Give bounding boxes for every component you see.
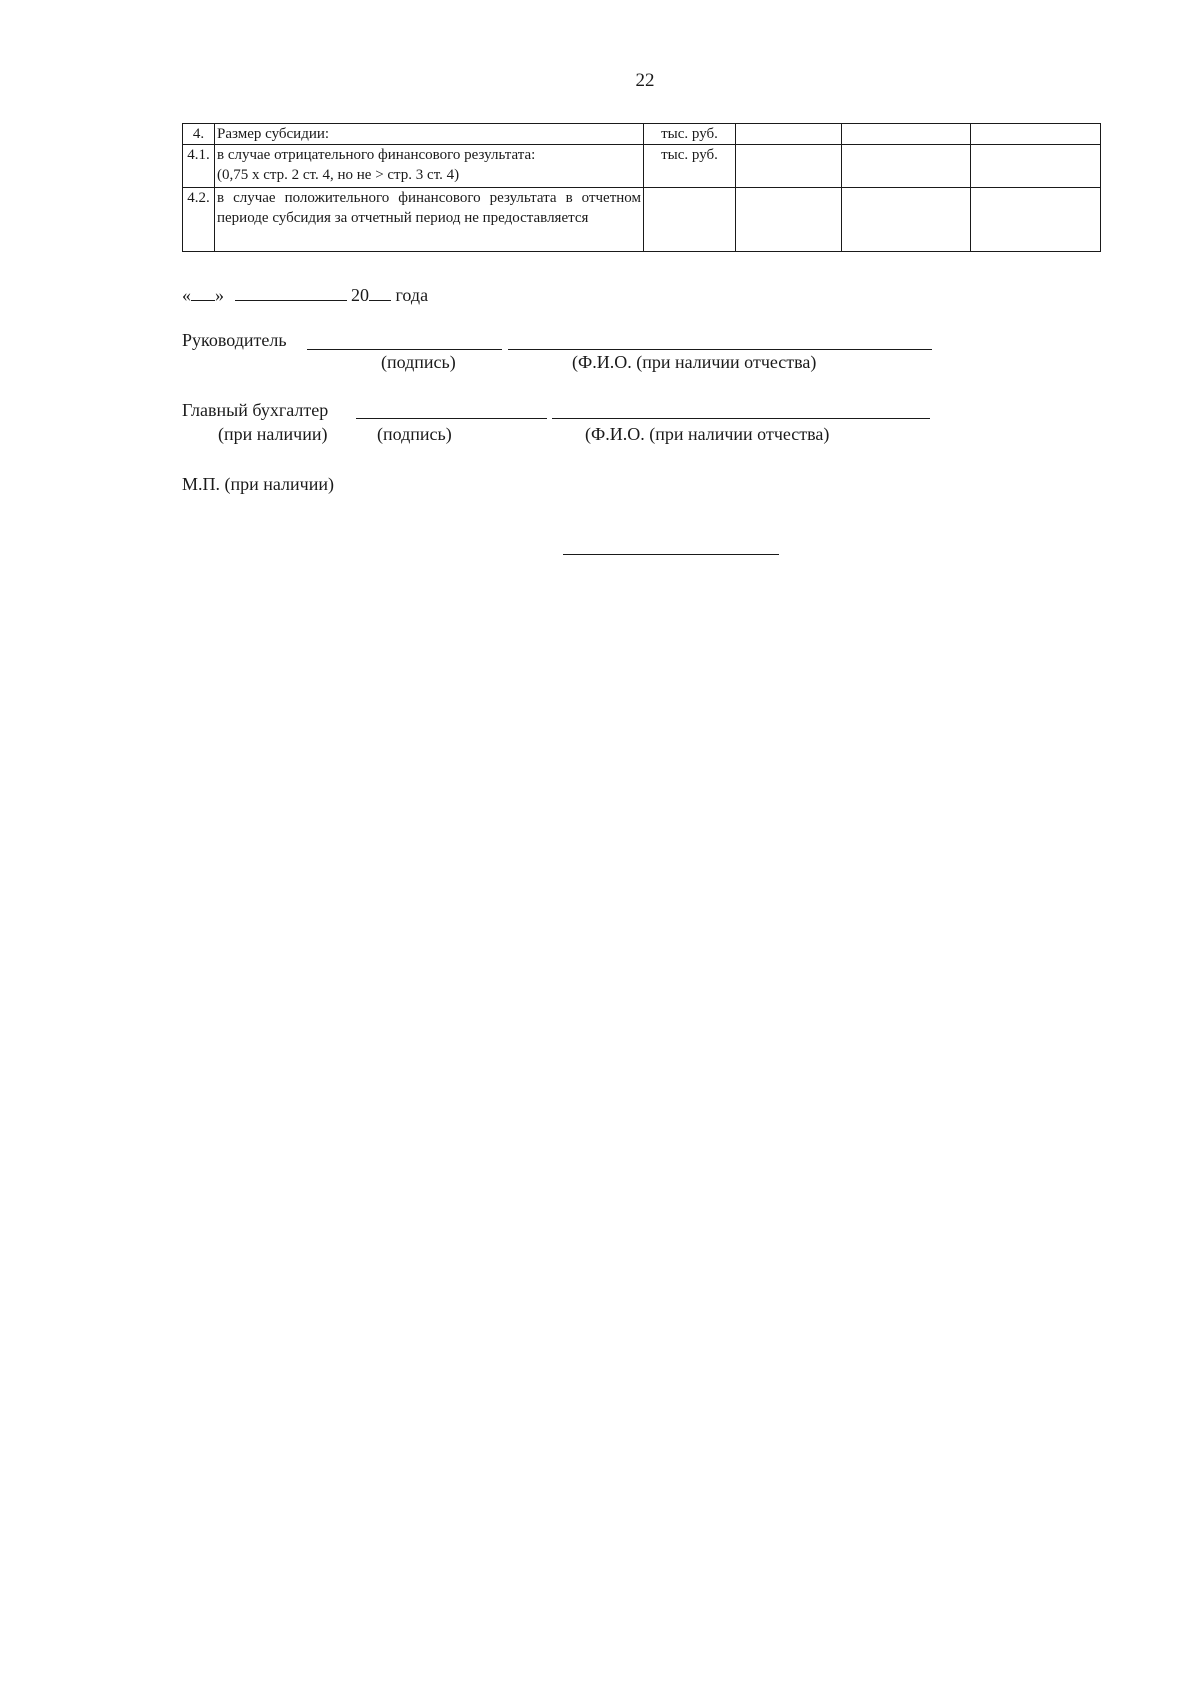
chief-sign-caption: (подпись) (377, 424, 452, 444)
chief-accountant-label: Главный бухгалтер (182, 400, 329, 420)
head-signature-line[interactable] (307, 349, 502, 350)
date-open-quote: « (182, 285, 191, 305)
head-sign-caption: (подпись) (381, 352, 456, 372)
table-cell[interactable] (842, 188, 971, 252)
table-cell[interactable] (736, 145, 842, 188)
table-cell[interactable] (971, 145, 1101, 188)
table-cell[interactable] (842, 124, 971, 145)
page-number: 22 (635, 70, 655, 91)
row-number: 4.1. (183, 145, 215, 188)
table-row (183, 145, 1101, 188)
head-name-caption: (Ф.И.О. (при наличии отчества) (572, 352, 817, 372)
year-suffix: года (395, 285, 429, 305)
row-unit (644, 188, 736, 252)
chief-accountant-note: (при наличии) (218, 424, 328, 444)
row-description (215, 124, 644, 145)
table-cell[interactable] (842, 145, 971, 188)
table-cell[interactable] (971, 124, 1101, 145)
row-unit: тыс. руб. (644, 145, 736, 188)
head-name-line[interactable] (508, 349, 932, 350)
date-line (182, 284, 428, 306)
date-close-quote: » (215, 285, 224, 305)
table-cell[interactable] (736, 188, 842, 252)
stamp-label: М.П. (при наличии) (182, 474, 334, 494)
year-prefix: 20 (351, 285, 369, 305)
chief-signature-line[interactable] (356, 418, 547, 419)
day-blank[interactable] (191, 284, 215, 301)
chief-name-caption: (Ф.И.О. (при наличии отчества) (585, 424, 830, 444)
subsidy-table (182, 123, 1101, 252)
month-blank[interactable] (235, 284, 347, 301)
table-cell[interactable] (736, 124, 842, 145)
row-description (215, 145, 644, 188)
row-description-line: в случае отрицательного финансового результата: (217, 147, 536, 163)
row-description: в случае положительного финансового результата в отчетном периоде субсидия за отчетный период не предоставляется (215, 188, 644, 252)
chief-name-line[interactable] (552, 418, 930, 419)
end-separator-line (563, 554, 779, 555)
table-cell[interactable] (971, 188, 1101, 252)
row-number: 4. (183, 124, 215, 145)
year-blank[interactable] (369, 284, 391, 301)
row-number: 4.2. (183, 188, 215, 252)
table-row (183, 188, 1101, 252)
table-row (183, 124, 1101, 145)
head-label: Руководитель (182, 330, 287, 350)
row-description-line: (0,75 х стр. 2 ст. 4, но не > стр. 3 ст. 4) (217, 167, 460, 183)
row-description-line: Размер субсидии: (217, 126, 330, 142)
row-unit: тыс. руб. (644, 124, 736, 145)
